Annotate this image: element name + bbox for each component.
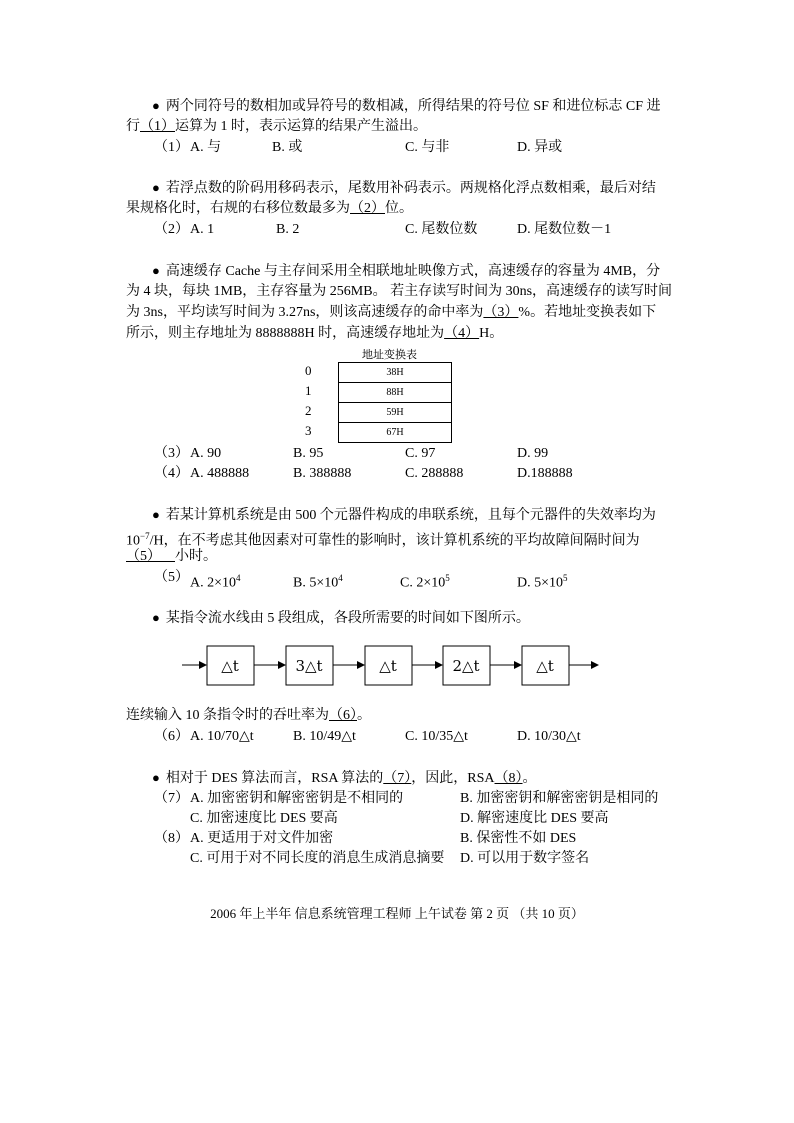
q5-stem-line2: $10^{-7}/H$，在不考虑其他因素对可靠性的影响时，该计算机系统的平均故障间隔时间为 (126, 531, 640, 549)
q6-option-d: D. 10/30△t (517, 729, 581, 744)
address-table-title: 地址变换表 (362, 349, 417, 361)
pipeline-diagram (178, 640, 608, 690)
bullet-icon: ● (152, 263, 160, 278)
table-index-1: 1 (305, 383, 312, 398)
q7-option-c: C. 加密速度比 DES 要高 (190, 811, 338, 826)
q2-stem-line2: 果规格化时，右规的右移位数最多为（2）位。 (126, 201, 413, 216)
q3-option-c: C. 97 (405, 446, 436, 461)
bullet-icon: ● (152, 180, 160, 195)
q1-number: （1） (154, 140, 189, 155)
bullet-icon: ● (152, 610, 160, 625)
q3-stem-line4: 所示，则主存地址为 8888888H 时，高速缓存地址为（4）H。 (126, 326, 504, 341)
table-row: 67H (386, 427, 404, 438)
answer-blank-2: （2） (350, 201, 385, 216)
q6-option-c: C. 10/35△t (405, 729, 468, 744)
q4-option-b: B. 388888 (293, 466, 352, 481)
q4-option-c: C. 288888 (405, 466, 464, 481)
q5-option-a: A. $2\times 10^4$ (190, 573, 241, 591)
answer-blank-5: （5） (126, 549, 161, 564)
table-row: 38H (339, 363, 451, 383)
stage-label-1: △t (221, 657, 239, 675)
q3-stem-line3: 为 3ns，平均读写时间为 3.27ns，则该高速缓存的命中率为（3）%。若地址变换表如下 (126, 305, 657, 320)
q5-option-b: B. $5\times 10^4$ (293, 573, 343, 591)
answer-blank-7: （7） (383, 771, 412, 786)
q8-option-a: A. 更适用于对文件加密 (190, 831, 334, 846)
table-row: 59H (339, 403, 451, 423)
q5-option-d: D. $5\times 10^5$ (517, 573, 568, 591)
q2-option-b: B. 2 (276, 222, 300, 237)
q2-number: （2） (154, 222, 189, 237)
q3-number: （3） (154, 446, 189, 461)
q7-option-b: B. 加密密钥和解密密钥是相同的 (460, 791, 659, 806)
q7-stem: ● 相对于 DES 算法而言，RSA 算法的（7），因此，RSA（8）。 (152, 770, 537, 786)
q2-option-d: D. 尾数位数－1 (517, 222, 612, 237)
q1-option-c: C. 与非 (405, 140, 450, 155)
q8-option-b: B. 保密性不如 DES (460, 831, 577, 846)
bullet-icon: ● (152, 507, 160, 522)
q4-number: （4） (154, 466, 189, 481)
stage-label-4: 2△t (452, 657, 480, 675)
q1-option-b: B. 或 (272, 140, 303, 155)
table-index-0: 0 (305, 363, 312, 378)
answer-blank-3: （3） (483, 305, 519, 320)
q4-option-d: D.188888 (517, 466, 573, 481)
q1-option-d: D. 异或 (517, 140, 563, 155)
q6-option-b: B. 10/49△t (293, 729, 356, 744)
q5-stem-line1: ● 若某计算机系统是由 500 个元器件构成的串联系统，且每个元器件的失效率均为 (152, 507, 656, 523)
answer-blank-1: （1） (140, 119, 175, 134)
q8-option-d: D. 可以用于数字签名 (460, 851, 590, 866)
q1-stem-line2: 行（1）运算为 1 时，表示运算的结果产生溢出。 (126, 119, 427, 134)
q3-option-b: B. 95 (293, 446, 324, 461)
q2-option-c: C. 尾数位数 (405, 222, 478, 237)
q5-number: （5） (154, 570, 189, 585)
q1-option-a: A. 与 (190, 140, 222, 155)
q5-option-c: C. $2\times 10^5$ (400, 573, 450, 591)
q8-number: （8） (154, 831, 189, 846)
q3-stem-line1: ● 高速缓存 Cache 与主存间采用全相联地址映像方式，高速缓存的容量为 4MB，分 (152, 263, 661, 279)
q2-option-a: A. 1 (190, 222, 215, 237)
stage-label-5: △t (536, 657, 554, 675)
q3-option-d: D. 99 (517, 446, 549, 461)
q2-stem-line1: ● 若浮点数的阶码用移码表示，尾数用补码表示。两规格化浮点数相乘，最后对结 (152, 180, 656, 196)
address-table (338, 362, 452, 443)
table-index-3: 3 (305, 423, 312, 438)
q3-option-a: A. 90 (190, 446, 222, 461)
q7-number: （7） (154, 791, 189, 806)
q1-stem-line1: ● 两个同符号的数相加或异符号的数相减，所得结果的符号位 SF 和进位标志 CF 进 (152, 98, 661, 114)
q4-option-a: A. 488888 (190, 466, 250, 481)
q5-stem-line3: （5） 小时。 (126, 549, 217, 564)
table-row: 88H (339, 383, 451, 403)
q7-option-d: D. 解密速度比 DES 要高 (460, 811, 609, 826)
q6-number: （6） (154, 729, 189, 744)
q6-stem-line2: 连续输入 10 条指令时的吞吐率为（6）。 (126, 708, 371, 723)
q6-option-a: A. 10/70△t (190, 729, 254, 744)
q3-stem-line2: 为 4 块，每块 1MB，主存容量为 256MB。 若主存读写时间为 30ns，高速缓存的读写时间 (126, 284, 673, 299)
page-footer: 2006 年上半年 信息系统管理工程师 上午试卷 第 2 页 （共 10 页） (210, 906, 584, 921)
bullet-icon: ● (152, 770, 160, 785)
table-index-2: 2 (305, 403, 312, 418)
stage-label-3: △t (379, 657, 397, 675)
answer-blank-6: （6） (329, 708, 357, 723)
q6-stem-line1: ● 某指令流水线由 5 段组成，各段所需要的时间如下图所示。 (152, 610, 530, 626)
q8-option-c: C. 可用于对不同长度的消息生成消息摘要 (190, 851, 445, 866)
answer-blank-8: （8） (494, 771, 523, 786)
bullet-icon: ● (152, 98, 160, 113)
answer-blank-4: （4） (444, 326, 480, 341)
q7-option-a: A. 加密密钥和解密密钥是不相同的 (190, 791, 404, 806)
stage-label-2: 3△t (295, 657, 323, 675)
